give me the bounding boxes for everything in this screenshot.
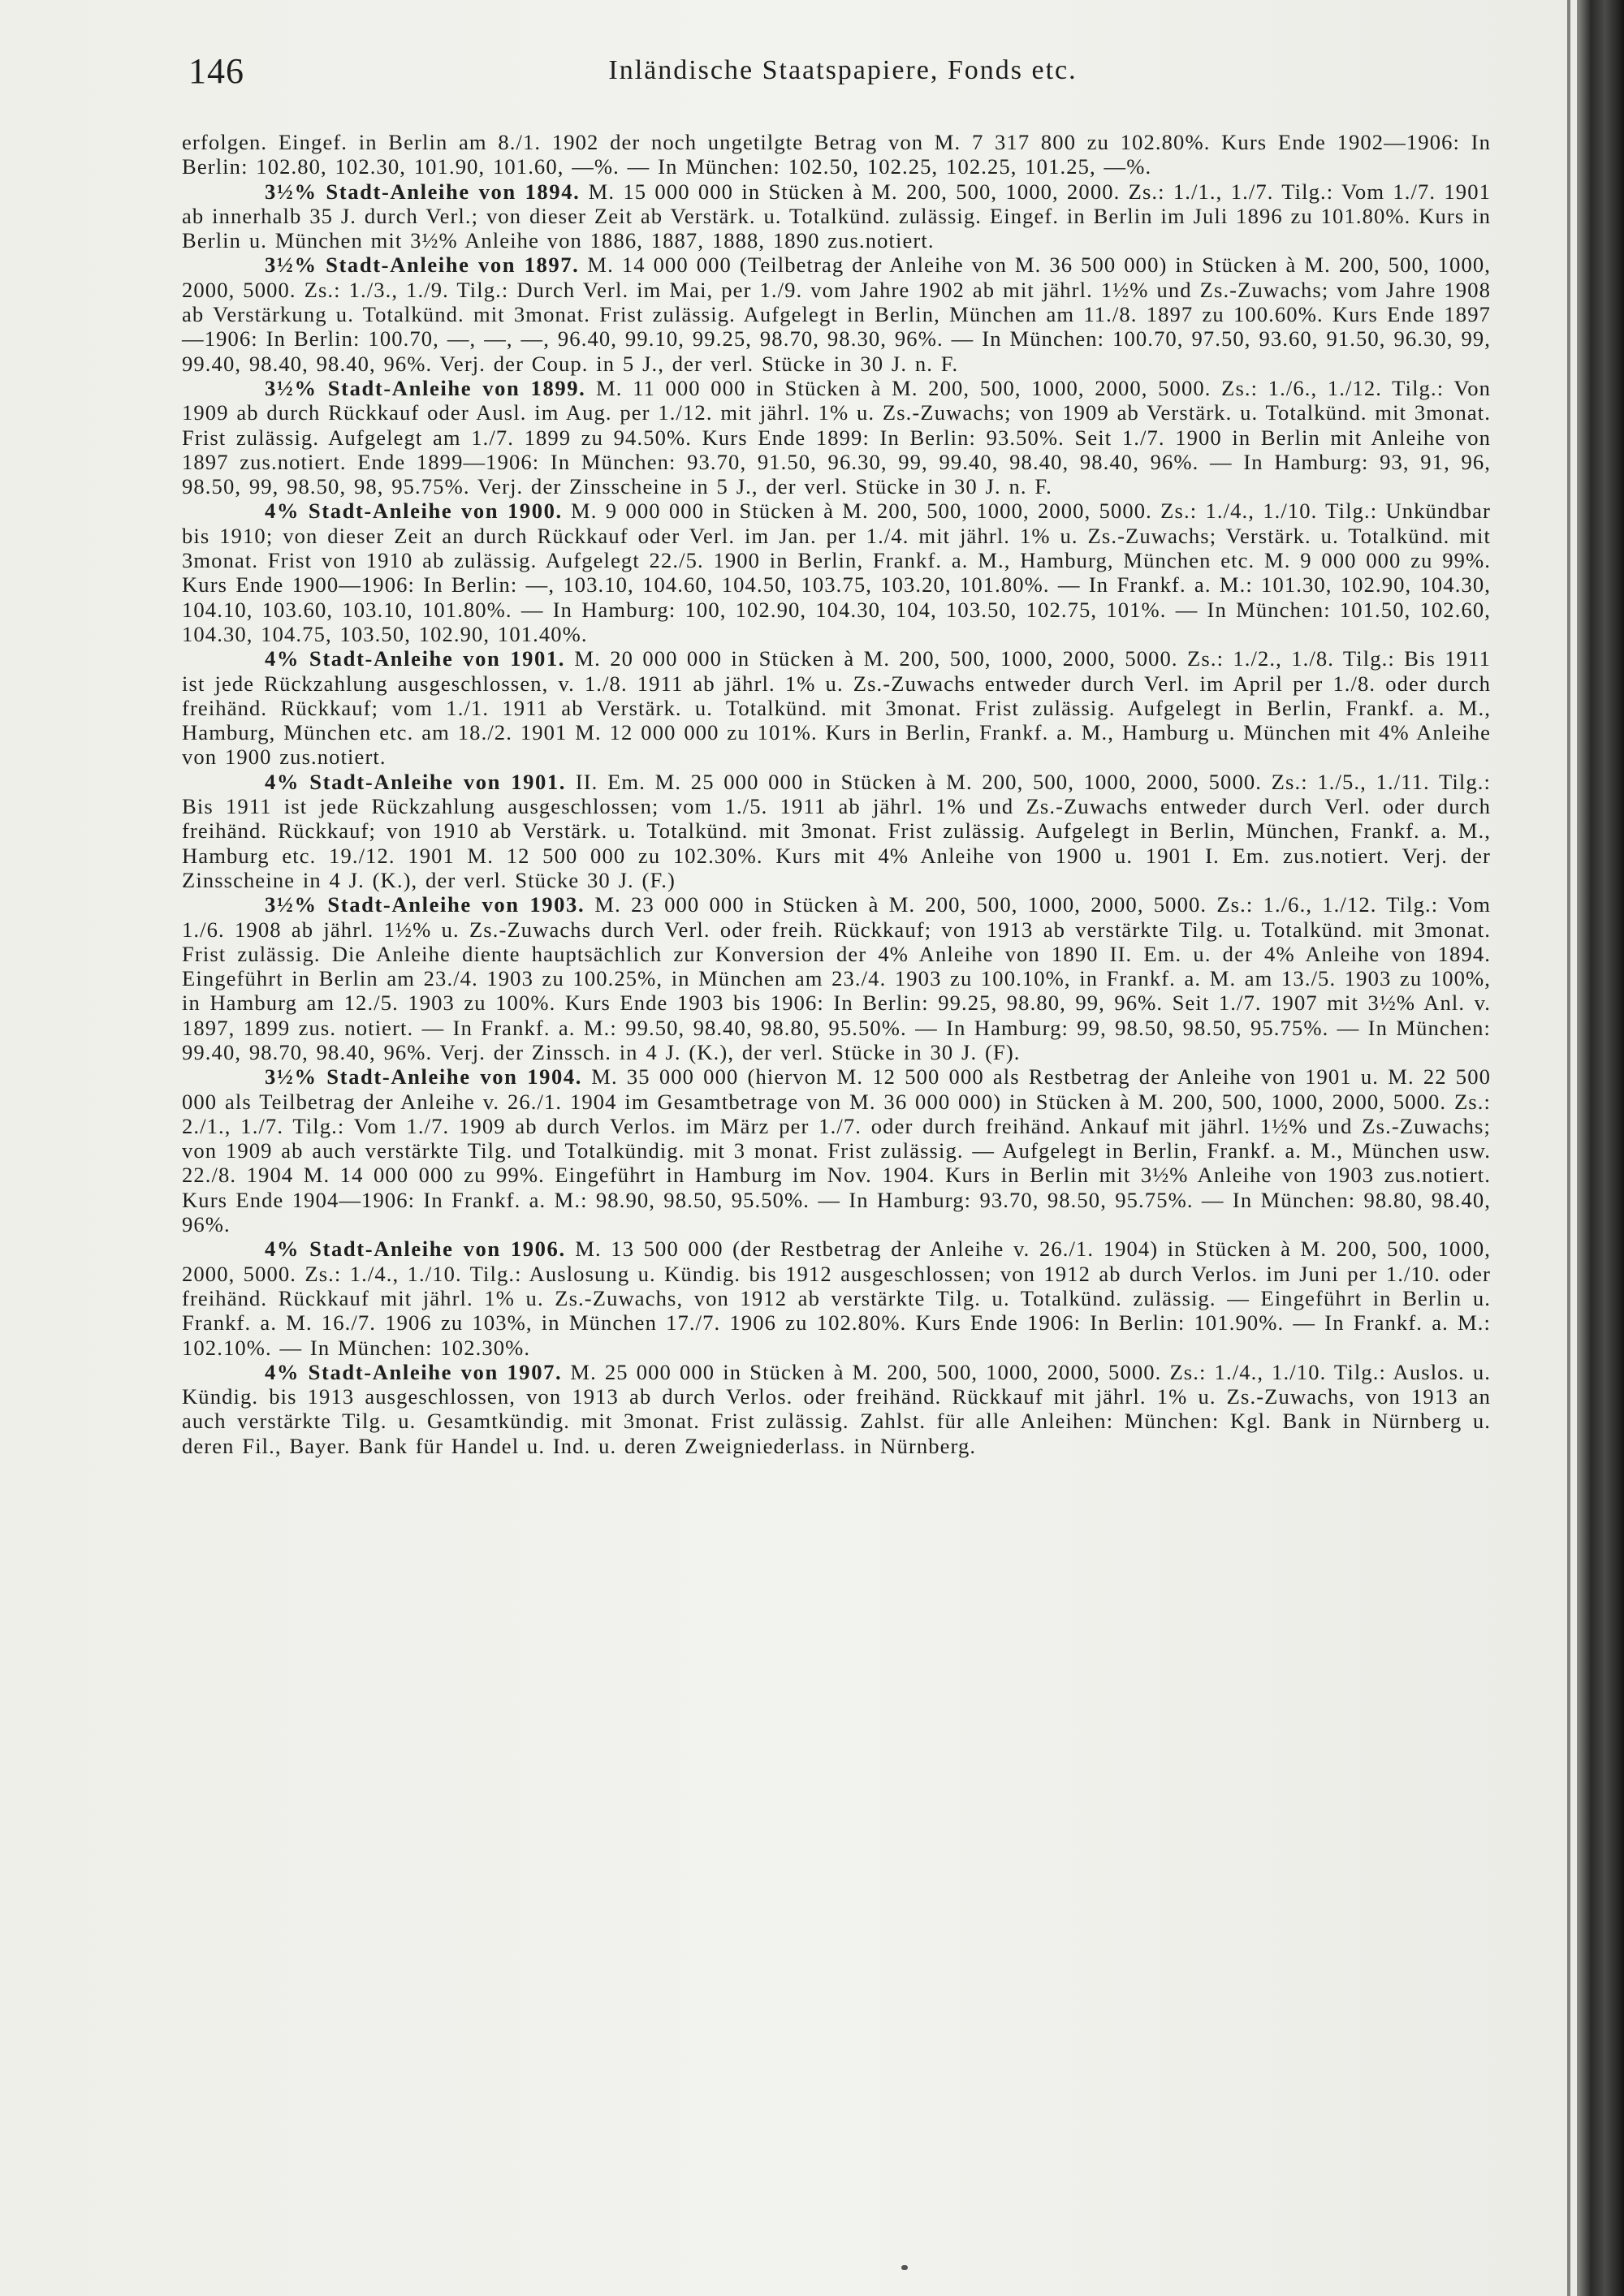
paragraph-continuation <box>182 130 1491 179</box>
entry-1903 <box>182 892 1491 1064</box>
entry-heading: 4% Stadt-Anleihe von 1907. <box>265 1359 563 1384</box>
entry-heading: 4% Stadt-Anleihe von 1900. <box>265 498 563 524</box>
entry-body: M. 23 000 000 in Stücken à M. 200, 500, 1000, 2000, 5000. Zs.: 1./6., 1./12. Tilg.: Vom 1./6. 1908 ab jährl. 1½% u. Zs.-Zuwachs durch Verl. oder freih. Rückkauf; von 1913 ab verstärkte Tilg. u. Totalkünd. mit 3monat. Frist zulässig. Die Anleihe diente hauptsächlich zur Konversion der 4% Anleihe von 1890 II. Em. u. der 4% Anleihe von 1894. Eingeführt in Berlin am 23./4. 1903 zu 100.25%, in München am 23./4. 1903 zu 100.10%, in Frankf. a. M. am 13./5. 1903 zu 100%, in Hamburg am 12./5. 1903 zu 100%. Kurs Ende 1903 bis 1906: In Berlin: 99.25, 98.80, 99, 96%. Seit 1./7. 1907 mit 3½% Anl. v. 1897, 1899 zus. notiert. — In Frankf. a. M.: 99.50, 98.40, 98.80, 95.50%. — In Hamburg: 99, 98.50, 98.50, 95.75%. — In München: 99.40, 98.70, 98.40, 96%. Verj. der Zinssch. in 4 J. (K.), der verl. Stücke in 30 J. (F). <box>182 892 1491 1064</box>
entry-body: M. 20 000 000 in Stücken à M. 200, 500, 1000, 2000, 5000. Zs.: 1./2., 1./8. Tilg.: Bis 1911 ist jede Rückzahlung ausgeschlossen, v. 1./8. 1911 ab jährl. 1% u. Zs.-Zuwachs entweder durch Verl. im April per 1./8. oder durch freihänd. Rückkauf; vom 1./1. 1911 ab Verstärk. u. Totalkünd. mit 3monat. Frist zulässig. Aufgelegt in Berlin, Frankf. a. M., Hamburg, München etc. am 18./2. 1901 M. 12 000 000 zu 101%. Kurs in Berlin, Frankf. a. M., Hamburg u. München mit 4% Anleihe von 1900 zus.notiert. <box>182 646 1491 770</box>
page-number: 146 <box>188 51 244 91</box>
entry-body: II. Em. M. 25 000 000 in Stücken à M. 200, 500, 1000, 2000, 5000. Zs.: 1./5., 1./11. Tilg.: Bis 1911 ist jede Rückzahlung ausgeschlossen; vom 1./5. 1911 ab jährl. 1% und Zs.-Zuwachs entweder durch Verl. oder durch freihänd. Rückkauf; von 1910 ab Verstärk. u. Totalkünd. mit 3monat. Frist zulässig. Aufgelegt in Berlin, München, Frankf. a. M., Hamburg etc. 19./12. 1901 M. 12 500 000 zu 102.30%. Kurs mit 4% Anleihe von 1900 u. 1901 I. Em. zus.notiert. Verj. der Zinsscheine in 4 J. (K.), der verl. Stücke 30 J. (F.) <box>182 769 1491 892</box>
entry-body: M. 25 000 000 in Stücken à M. 200, 500, 1000, 2000, 5000. Zs.: 1./4., 1./10. Tilg.: Auslos. u. Kündig. bis 1913 ausgeschlossen, von 1913 ab durch Verlos. oder freihänd. Rückkauf mit jährl. 1% u. Zs.-Zuwachs, von 1913 an auch verstärkte Tilg. u. Gesamtkündig. mit 3monat. Frist zulässig. Zahlst. für alle Anleihen: München: Kgl. Bank in Nürnberg u. deren Fil., Bayer. Bank für Handel u. Ind. u. deren Zweigniederlass. in Nürnberg. <box>182 1359 1491 1458</box>
entry-1901-i <box>182 646 1491 769</box>
page-gutter-shadow <box>1567 0 1570 2296</box>
entry-heading: 4% Stadt-Anleihe von 1901. <box>265 769 567 794</box>
paragraph-body: erfolgen. Eingef. in Berlin am 8./1. 1902 der noch ungetilgte Betrag von M. 7 317 800 zu 102.80%. Kurs Ende 1902—1906: In Berlin: 102.80, 102.30, 101.90, 101.60, —%. — In München: 102.50, 102.25, 102.25, 101.25, —%. <box>182 130 1491 179</box>
entry-1894 <box>182 179 1491 253</box>
print-speck <box>901 2265 908 2270</box>
running-title: Inländische Staatspapiere, Fonds etc. <box>608 55 1078 85</box>
entry-1904 <box>182 1064 1491 1236</box>
entry-1907 <box>182 1360 1491 1458</box>
entry-heading: 4% Stadt-Anleihe von 1906. <box>265 1236 566 1262</box>
entry-1897 <box>182 252 1491 375</box>
entry-1901-ii <box>182 770 1491 892</box>
entry-1900 <box>182 498 1491 646</box>
entry-heading: 4% Stadt-Anleihe von 1901. <box>265 646 566 671</box>
entry-body: M. 14 000 000 (Teilbetrag der Anleihe von M. 36 500 000) in Stücken à M. 200, 500, 1000, 2000, 5000. Zs.: 1./3., 1./9. Tilg.: Durch Verl. im Mai, per 1./9. vom Jahre 1902 ab mit jährl. 1½% und Zs.-Zuwachs; vom Jahre 1908 ab Verstärkung u. Totalkünd. mit 3monat. Frist zulässig. Aufgelegt in Berlin, München am 11./8. 1897 zu 100.60%. Kurs Ende 1897—1906: In Berlin: 100.70, —, —, —, 96.40, 99.10, 99.25, 98.70, 98.30, 96%. — In München: 100.70, 97.50, 93.60, 91.50, 96.30, 99, 99.40, 98.40, 98.40, 96%. Verj. der Coup. in 5 J., der verl. Stücke in 30 J. n. F. <box>182 252 1491 376</box>
entry-body: M. 13 500 000 (der Restbetrag der Anleihe v. 26./1. 1904) in Stücken à M. 200, 500, 1000, 2000, 5000. Zs.: 1./4., 1./10. Tilg.: Auslosung u. Kündig. bis 1912 ausgeschlossen; von 1912 ab durch Verlos. im Juni per 1./10. oder freihänd. Rückkauf mit jährl. 1% u. Zs.-Zuwachs, von 1912 ab verstärkte Tilg. u. Totalkünd. zulässig. — Eingeführt in Berlin u. Frankf. a. M. 16./7. 1906 zu 103%, in München 17./7. 1906 zu 102.80%. Kurs Ende 1906: In Berlin: 101.90%. — In Frankf. a. M.: 102.10%. — In München: 102.30%. <box>182 1236 1491 1360</box>
body-text <box>182 130 1491 1458</box>
entry-1906 <box>182 1236 1491 1359</box>
entry-body: M. 35 000 000 (hiervon M. 12 500 000 als Restbetrag der Anleihe von 1901 u. M. 22 500 000 als Teilbetrag der Anleihe v. 26./1. 1904 im Gesamtbetrage von M. 36 000 000) in Stücken à M. 200, 500, 1000, 2000, 5000. Zs.: 2./1., 1./7. Tilg.: Vom 1./7. 1909 ab durch Verlos. im März per 1./7. oder durch freihänd. Ankauf mit jährl. 1½% und Zs.-Zuwachs; von 1909 ab auch verstärkte Tilg. und Totalkündig. mit 3 monat. Frist zulässig. — Aufgelegt in Berlin, Frankf. a. M., München usw. 22./8. 1904 M. 14 000 000 zu 99%. Eingeführt in Hamburg im Nov. 1904. Kurs in Berlin mit 3½% Anleihe von 1903 zus.notiert. Kurs Ende 1904—1906: In Frankf. a. M.: 98.90, 98.50, 95.50%. — In Hamburg: 93.70, 98.50, 95.75%. — In München: 98.80, 98.40, 96%. <box>182 1064 1491 1237</box>
entry-body: M. 11 000 000 in Stücken à M. 200, 500, 1000, 2000, 5000. Zs.: 1./6., 1./12. Tilg.: Von 1909 ab durch Rückkauf oder Ausl. im Aug. per 1./12. mit jährl. 1% u. Zs.-Zuwachs; von 1909 ab Verstärk. u. Totalkünd. mit 3monat. Frist zulässig. Aufgelegt am 1./7. 1899 zu 94.50%. Kurs Ende 1899: In Berlin: 93.50%. Seit 1./7. 1900 in Berlin mit Anleihe von 1897 zus.notiert. Ende 1899—1906: In München: 93.70, 91.50, 96.30, 99, 99.40, 98.40, 98.40, 96%. — In Hamburg: 93, 91, 96, 98.50, 99, 98.50, 98, 95.75%. Verj. der Zinsscheine in 5 J., der verl. Stücke in 30 J. n. F. <box>182 375 1491 499</box>
book-spine-edge <box>1577 0 1624 2296</box>
page-header <box>188 50 1497 99</box>
entry-heading: 3½% Stadt-Anleihe von 1903. <box>265 892 585 917</box>
entry-heading: 3½% Stadt-Anleihe von 1897. <box>265 252 580 278</box>
entry-heading: 3½% Stadt-Anleihe von 1894. <box>265 179 581 204</box>
entry-body: M. 9 000 000 in Stücken à M. 200, 500, 1000, 2000, 5000. Zs.: 1./4., 1./10. Tilg.: Unkündbar bis 1910; von dieser Zeit an durch Rückkauf oder Verl. im Jan. per 1./4. mit jährl. 1% u. Zs.-Zuwachs; Verstärk. u. Totalkünd. mit 3monat. Frist von 1910 ab zulässig. Aufgelegt 22./5. 1900 in Berlin, Frankf. a. M., Hamburg, München etc. M. 9 000 000 zu 99%. Kurs Ende 1900—1906: In Berlin: —, 103.10, 104.60, 104.50, 103.75, 103.20, 101.80%. — In Frankf. a. M.: 101.30, 102.90, 104.30, 104.10, 103.60, 103.10, 101.80%. — In Hamburg: 100, 102.90, 104.30, 104, 103.50, 102.75, 101%. — In München: 101.50, 102.60, 104.30, 104.75, 103.50, 102.90, 101.40%. <box>182 498 1491 646</box>
entry-1899 <box>182 376 1491 498</box>
entry-heading: 3½% Stadt-Anleihe von 1899. <box>265 375 586 400</box>
entry-heading: 3½% Stadt-Anleihe von 1904. <box>265 1064 583 1090</box>
entry-body: M. 15 000 000 in Stücken à M. 200, 500, 1000, 2000. Zs.: 1./1., 1./7. Tilg.: Vom 1./7. 1901 ab innerhalb 35 J. durch Verl.; von dieser Zeit ab Verstärk. u. Totalkünd. zulässig. Eingef. in Berlin im Juli 1896 zu 101.80%. Kurs in Berlin u. München mit 3½% Anleihe von 1886, 1887, 1888, 1890 zus.notiert. <box>182 179 1491 253</box>
